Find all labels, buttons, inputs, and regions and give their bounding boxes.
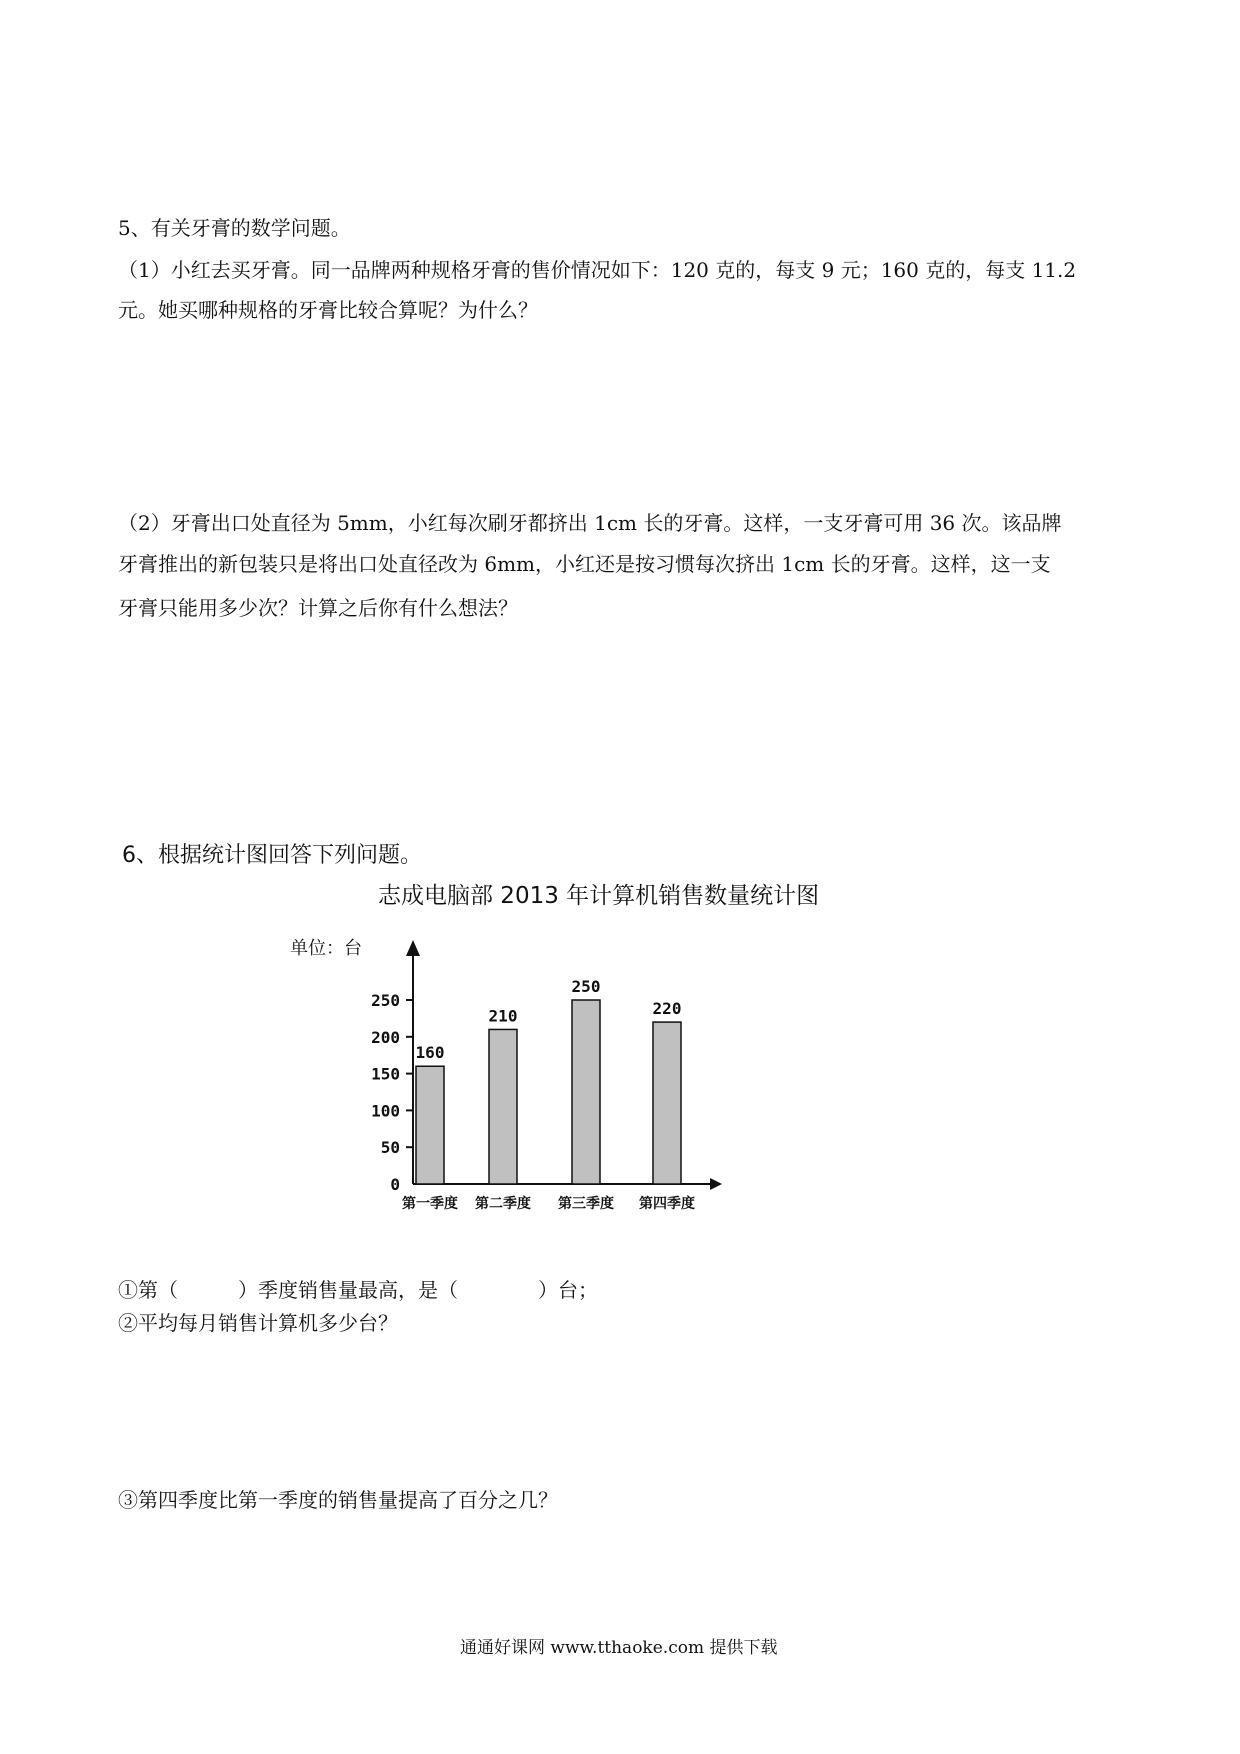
footer-credit: 通通好课网 www.tthaoke.com 提供下载 <box>460 1638 778 1658</box>
q6-sub2: ②平均每月销售计算机多少台？ <box>118 1311 398 1335</box>
q5-heading: 5、有关牙膏的数学问题。 <box>118 216 351 240</box>
y-axis-arrow <box>406 940 420 956</box>
x-category-label: 第一季度 <box>402 1196 458 1212</box>
q6-sub3: ③第四季度比第一季度的销售量提高了百分之几？ <box>118 1488 558 1512</box>
y-tick-label: 100 <box>371 1101 400 1121</box>
q6-heading: 6、根据统计图回答下列问题。 <box>122 843 422 868</box>
q5-part2-line2: 牙膏推出的新包装只是将出口处直径改为 6mm，小红还是按习惯每次挤出 1cm 长的牙膏。这样，这一支 <box>118 552 1051 576</box>
bar-value-label: 250 <box>571 977 601 996</box>
x-category-label: 第四季度 <box>639 1196 695 1212</box>
y-tick-label: 50 <box>380 1138 400 1158</box>
bar-chart <box>290 925 830 1225</box>
bar <box>572 1000 600 1184</box>
q6-sub1: ①第（ ）季度销售量最高，是（ ）台； <box>118 1278 598 1302</box>
y-tick-label: 250 <box>371 991 400 1010</box>
y-tick-label: 150 <box>371 1064 400 1084</box>
bar-value-label: 210 <box>488 1006 518 1026</box>
q5-part2-line3: 牙膏只能用多少次？计算之后你有什么想法？ <box>118 596 518 620</box>
bar-value-label: 160 <box>415 1043 445 1063</box>
bar <box>489 1029 517 1184</box>
q5-part1-line2: 元。她买哪种规格的牙膏比较合算呢？为什么？ <box>118 298 538 322</box>
bar <box>653 1022 681 1184</box>
x-category-label: 第二季度 <box>475 1196 531 1212</box>
y-axis-unit-label: 单位：台 <box>290 938 362 959</box>
x-axis-arrow <box>710 1178 722 1190</box>
bar <box>416 1066 444 1184</box>
chart-title: 志成电脑部 2013 年计算机销售数量统计图 <box>378 883 820 909</box>
q5-part1-line1: （1）小红去买牙膏。同一品牌两种规格牙膏的售价情况如下：120 克的，每支 9 元；160 克的，每支 11.2 <box>118 258 1077 282</box>
y-tick-label: 200 <box>371 1027 400 1047</box>
y-tick-label: 0 <box>390 1175 400 1194</box>
q5-part2-line1: （2）牙膏出口处直径为 5mm，小红每次刷牙都挤出 1cm 长的牙膏。这样，一支牙膏可用 36 次。该品牌 <box>118 511 1062 535</box>
bar-value-label: 220 <box>652 999 682 1019</box>
x-category-label: 第三季度 <box>558 1196 614 1212</box>
